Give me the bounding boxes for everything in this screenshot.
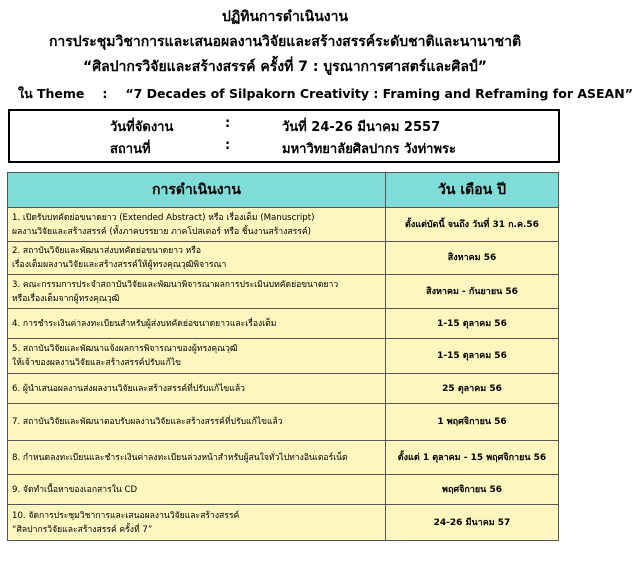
table-row [8, 505, 559, 541]
theme-line [18, 84, 633, 104]
date-cell: 25 ตุลาคม 56 [386, 374, 559, 404]
date-cell: ตั้งแต่ 1 ตุลาคม - 15 พฤศจิกายน 56 [386, 441, 559, 475]
task-text-line-2: “ศิลปากรวิจัยและสร้างสรรค์ ครั้งที่ 7” [12, 524, 153, 535]
event-place-row [10, 138, 558, 160]
theme-text: “7 Decades of Silpakorn Creativity : Framing and Reframing for ASEAN” [125, 86, 633, 101]
task-text-line-1: 3. คณะกรรมการประจำสถาบันวิจัยและพัฒนาพิจารณาผลการประเมินบทคัดย่อขนาดยาว [12, 279, 339, 290]
task-text-line-1: 8. กำหนดลงทะเบียนและชำระเงินค่าลงทะเบียนล่วงหน้าสำหรับผู้สนใจทั่วไปทางอินเตอร์เน็ต [12, 452, 348, 463]
task-text-line-2: ให้เจ้าของผลงานวิจัยและสร้างสรรค์ปรับแก้ไข [12, 358, 181, 368]
column-header-date: วัน เดือน ปี [386, 173, 559, 208]
task-text-line-1: 7. สถาบันวิจัยและพัฒนาตอบรับผลงานวิจัยและสร้างสรรค์ที่ปรับแก้ไขแล้ว [12, 417, 283, 427]
table-row [8, 404, 559, 441]
event-place-value: มหาวิทยาลัยศิลปากร วังท่าพระ [282, 142, 457, 157]
schedule-header-row [8, 173, 559, 208]
task-text-line-1: 1. เปิดรับบทคัดย่อขนาดยาว (Extended Abstract) หรือ เรื่องเต็ม (Manuscript) [12, 212, 315, 223]
task-text-line-1: 9. จัดทำเนื้อหาของเอกสารใน CD [12, 484, 138, 495]
event-date-label: วันที่จัดงาน [110, 120, 174, 135]
conference-title: การประชุมวิชาการและเสนอผลงานวิจัยและสร้างสรรค์ระดับชาติและนานาชาติ [48, 34, 522, 50]
table-row [8, 275, 559, 309]
date-cell: ตั้งแต่บัดนี้ จนถึง วันที่ 31 ก.ค.56 [386, 208, 559, 242]
task-text-line-1: 6. ผู้นำเสนอผลงานส่งผลงานวิจัยและสร้างสรรค์ที่ปรับแก้ไขแล้ว [12, 383, 245, 394]
table-row [8, 339, 559, 374]
table-row [8, 208, 559, 242]
schedule-body [8, 208, 559, 541]
task-text-line-1: 2. สถาบันวิจัยและพัฒนาส่งบทคัดย่อขนาดยาว หรือ [12, 246, 202, 256]
schedule-table [7, 172, 559, 541]
theme-colon: : [102, 86, 108, 101]
date-cell: พฤศจิกายน 56 [386, 475, 559, 505]
column-header-task: การดำเนินงาน [8, 173, 386, 208]
task-cell [8, 339, 386, 374]
task-cell [8, 441, 386, 475]
task-cell [8, 242, 386, 275]
event-info-box [8, 109, 560, 163]
date-cell: 1-15 ตุลาคม 56 [386, 309, 559, 339]
task-cell [8, 208, 386, 242]
table-row [8, 475, 559, 505]
date-cell: สิงหาคม - กันยายน 56 [386, 275, 559, 309]
task-text-line-1: 4. การชำระเงินค่าลงทะเบียนสำหรับผู้ส่งบทคัดย่อขนาดยาวและเรื่องเต็ม [12, 318, 277, 329]
date-cell: 24-26 มีนาคม 57 [386, 505, 559, 541]
task-cell [8, 505, 386, 541]
table-row [8, 374, 559, 404]
task-text-line-2: ผลงานวิจัยและสร้างสรรค์ (ทั้งภาคบรรยาย ภาคโปสเตอร์ หรือ ชิ้นงานสร้างสรรค์) [12, 226, 311, 237]
page-title: ปฏิทินการดำเนินงาน [221, 9, 349, 25]
date-cell: 1 พฤศจิกายน 56 [386, 404, 559, 441]
event-date-colon: : [225, 116, 231, 131]
conference-subtitle: “ศิลปากรวิจัยและสร้างสรรค์ ครั้งที่ 7 : บูรณาการศาสตร์และศิลป์” [83, 59, 487, 75]
date-cell: สิงหาคม 56 [386, 242, 559, 275]
date-cell: 1-15 ตุลาคม 56 [386, 339, 559, 374]
task-cell [8, 404, 386, 441]
task-cell [8, 374, 386, 404]
task-cell [8, 275, 386, 309]
task-cell [8, 309, 386, 339]
task-cell [8, 475, 386, 505]
table-row [8, 309, 559, 339]
event-place-label: สถานที่ [110, 142, 151, 157]
task-text-line-1: 10. จัดการประชุมวิชาการและเสนอผลงานวิจัยและสร้างสรรค์ [12, 510, 240, 521]
task-text-line-1: 5. สถาบันวิจัยและพัฒนาแจ้งผลการพิจารณาของผู้ทรงคุณวุฒิ [12, 344, 238, 354]
task-text-line-2: หรือเรื่องเต็มจากผู้ทรงคุณวุฒิ [12, 293, 120, 304]
table-row [8, 242, 559, 275]
task-text-line-2: เรื่องเต็มผลงานวิจัยและสร้างสรรค์ให้ผู้ทรงคุณวุฒิพิจารณา [12, 260, 227, 270]
event-place-colon: : [225, 138, 231, 153]
table-row [8, 441, 559, 475]
event-date-value: วันที่ 24-26 มีนาคม 2557 [282, 120, 441, 135]
event-date-row [10, 116, 558, 138]
theme-prefix: ใน Theme [18, 86, 85, 101]
